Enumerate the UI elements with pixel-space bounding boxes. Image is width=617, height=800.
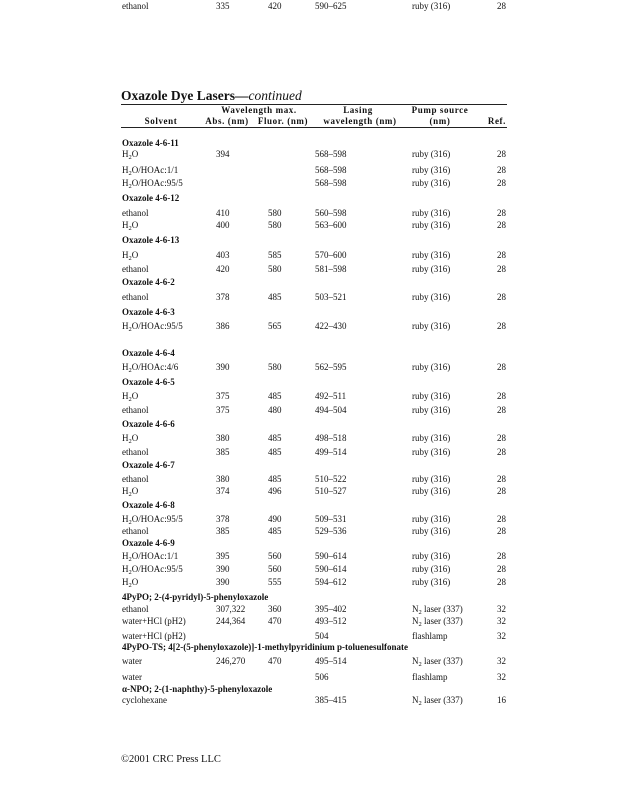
ref-cell: 32 <box>497 672 506 682</box>
group-heading: Oxazole 4-6-12 <box>122 193 180 203</box>
pump-cell: flashlamp <box>412 672 448 682</box>
pump-cell: ruby (316) <box>412 165 451 175</box>
pump-cell: ruby (316) <box>412 149 451 159</box>
table-row <box>121 177 507 189</box>
lasing-cell: 590–614 <box>315 564 347 574</box>
lasing-cell: 510–522 <box>315 474 347 484</box>
group-heading: Oxazole 4-6-7 <box>122 460 175 470</box>
lasing-cell: 499–514 <box>315 447 347 457</box>
ref-cell: 32 <box>497 656 506 666</box>
abs-cell: 394 <box>216 149 230 159</box>
pump-cell: ruby (316) <box>412 220 451 230</box>
pump-cell: ruby (316) <box>412 433 451 443</box>
solvent-cell: $H_2O/HOAc:95/5$ <box>122 514 183 526</box>
fluor-cell: 485 <box>268 447 282 457</box>
pump-cell: $N_2$ laser (337) <box>412 656 463 668</box>
ref-cell: 32 <box>497 631 506 641</box>
pump-cell: ruby (316) <box>412 447 451 457</box>
ref-cell: 28 <box>497 178 506 188</box>
header-lasing-wavelength: wavelength (nm) <box>323 116 397 126</box>
ref-cell: 28 <box>497 405 506 415</box>
fluor-cell: 565 <box>268 321 282 331</box>
abs-cell: 380 <box>216 433 230 443</box>
pump-cell: $N_2$ laser (337) <box>412 616 463 628</box>
pump-cell: ruby (316) <box>412 1 451 11</box>
page-title: Oxazole Dye Lasers—continued <box>121 88 302 103</box>
table-row <box>121 148 507 160</box>
ref-cell: 28 <box>497 250 506 260</box>
solvent-cell: $H_2O$ <box>122 391 139 403</box>
ref-cell: 28 <box>497 208 506 218</box>
solvent-cell: $H_2O$ <box>122 149 139 161</box>
ref-cell: 28 <box>497 551 506 561</box>
solvent-cell: ethanol <box>122 474 149 484</box>
ref-cell: 28 <box>497 474 506 484</box>
lasing-cell: 529–536 <box>315 526 347 536</box>
group-heading: Oxazole 4-6-8 <box>122 500 175 510</box>
fluor-cell: 580 <box>268 220 282 230</box>
abs-cell: 307,322 <box>216 604 246 614</box>
pump-cell: ruby (316) <box>412 292 451 302</box>
table-row <box>121 404 507 416</box>
fluor-cell: 580 <box>268 208 282 218</box>
ref-cell: 28 <box>497 165 506 175</box>
lasing-cell: 510–527 <box>315 486 347 496</box>
lasing-cell: 492–511 <box>315 391 347 401</box>
group-heading: 4PyPO-TS; 4[2-(5-phenyloxazole)]-1-methylpyridinium p-toluenesulfonate <box>122 642 408 652</box>
group-heading: Oxazole 4-6-2 <box>122 277 175 287</box>
solvent-cell: cyclohexane <box>122 695 167 705</box>
ref-cell: 28 <box>497 526 506 536</box>
solvent-cell: ethanol <box>122 447 149 457</box>
lasing-cell: 495–514 <box>315 656 347 666</box>
ref-cell: 28 <box>497 447 506 457</box>
ref-cell: 28 <box>497 577 506 587</box>
abs-cell: 374 <box>216 486 230 496</box>
header-lasing: Lasing <box>343 105 373 115</box>
abs-cell: 375 <box>216 405 230 415</box>
pump-cell: ruby (316) <box>412 178 451 188</box>
fluor-cell: 485 <box>268 433 282 443</box>
ref-cell: 28 <box>497 292 506 302</box>
lasing-cell: 395–402 <box>315 604 347 614</box>
solvent-cell: $H_2O$ <box>122 577 139 589</box>
ref-cell: 28 <box>497 564 506 574</box>
pump-cell: $N_2$ laser (337) <box>412 695 463 707</box>
lasing-cell: 562–595 <box>315 362 347 372</box>
fluor-cell: 580 <box>268 264 282 274</box>
header-pump-source: Pump source <box>411 105 469 115</box>
pump-cell: ruby (316) <box>412 551 451 561</box>
group-heading: Oxazole 4-6-6 <box>122 419 175 429</box>
table-row <box>121 164 507 176</box>
lasing-cell: 581–598 <box>315 264 347 274</box>
fluor-cell: 490 <box>268 514 282 524</box>
pump-cell: ruby (316) <box>412 405 451 415</box>
header-pump-unit: (nm) <box>429 116 451 126</box>
table-row <box>121 576 507 588</box>
header-fluor: Fluor. (nm) <box>257 116 309 126</box>
lasing-cell: 568–598 <box>315 165 347 175</box>
table-row <box>121 513 507 525</box>
solvent-cell: $H_2O$ <box>122 250 139 262</box>
solvent-cell: water <box>122 672 142 682</box>
table-row <box>121 320 507 332</box>
header-ref: Ref. <box>487 116 506 126</box>
solvent-cell: ethanol <box>122 264 149 274</box>
table-row <box>121 207 507 219</box>
solvent-cell: ethanol <box>122 526 149 536</box>
table-row <box>121 563 507 575</box>
fluor-cell: 485 <box>268 292 282 302</box>
lasing-cell: 590–614 <box>315 551 347 561</box>
solvent-cell: water+HCl (pH2) <box>122 616 186 626</box>
abs-cell: 378 <box>216 514 230 524</box>
lasing-cell: 590–625 <box>315 1 347 11</box>
abs-cell: 400 <box>216 220 230 230</box>
lasing-cell: 568–598 <box>315 149 347 159</box>
solvent-cell: ethanol <box>122 208 149 218</box>
lasing-cell: 568–598 <box>315 178 347 188</box>
abs-cell: 395 <box>216 551 230 561</box>
abs-cell: 385 <box>216 447 230 457</box>
abs-cell: 410 <box>216 208 230 218</box>
ref-cell: 28 <box>497 220 506 230</box>
abs-cell: 386 <box>216 321 230 331</box>
abs-cell: 335 <box>216 1 230 11</box>
ref-cell: 16 <box>497 695 506 705</box>
table-row <box>121 655 507 667</box>
solvent-cell: $H_2O/HOAc:95/5$ <box>122 178 183 190</box>
pump-cell: ruby (316) <box>412 362 451 372</box>
fluor-cell: 585 <box>268 250 282 260</box>
lasing-cell: 494–504 <box>315 405 347 415</box>
solvent-cell: $H_2O$ <box>122 433 139 445</box>
solvent-cell: $H_2O$ <box>122 220 139 232</box>
solvent-cell: $H_2O/HOAc:1/1$ <box>122 551 179 563</box>
fluor-cell: 560 <box>268 564 282 574</box>
pump-cell: ruby (316) <box>412 208 451 218</box>
abs-cell: 403 <box>216 250 230 260</box>
table-row <box>121 263 507 275</box>
lasing-cell: 509–531 <box>315 514 347 524</box>
group-heading: Oxazole 4-6-4 <box>122 348 175 358</box>
fluor-cell: 485 <box>268 526 282 536</box>
fluor-cell: 480 <box>268 405 282 415</box>
pump-cell: ruby (316) <box>412 250 451 260</box>
pump-cell: flashlamp <box>412 631 448 641</box>
ref-cell: 28 <box>497 433 506 443</box>
pump-cell: ruby (316) <box>412 264 451 274</box>
solvent-cell: ethanol <box>122 1 149 11</box>
abs-cell: 390 <box>216 564 230 574</box>
table-row <box>121 249 507 261</box>
ref-cell: 28 <box>497 486 506 496</box>
table-row <box>121 694 507 706</box>
header-solvent: Solvent <box>144 116 178 126</box>
solvent-cell: $H_2O/HOAc:95/5$ <box>122 321 183 333</box>
solvent-cell: water+HCl (pH2) <box>122 631 186 641</box>
pump-cell: ruby (316) <box>412 391 451 401</box>
group-heading: Oxazole 4-6-5 <box>122 377 175 387</box>
table-row <box>121 473 507 485</box>
solvent-cell: ethanol <box>122 292 149 302</box>
abs-cell: 390 <box>216 362 230 372</box>
solvent-cell: ethanol <box>122 604 149 614</box>
ref-cell: 28 <box>497 391 506 401</box>
table-row <box>121 671 507 683</box>
solvent-cell: $H_2O$ <box>122 486 139 498</box>
fluor-cell: 420 <box>268 1 282 11</box>
pump-cell: ruby (316) <box>412 321 451 331</box>
pump-cell: ruby (316) <box>412 486 451 496</box>
pump-cell: ruby (316) <box>412 474 451 484</box>
group-heading: α-NPO; 2-(1-naphthy)-5-phenyloxazole <box>122 684 273 694</box>
lasing-cell: 422–430 <box>315 321 347 331</box>
fluor-cell: 360 <box>268 604 282 614</box>
lasing-cell: 506 <box>315 672 329 682</box>
abs-cell: 385 <box>216 526 230 536</box>
table-row <box>121 603 507 615</box>
header-rule <box>121 127 507 128</box>
lasing-cell: 498–518 <box>315 433 347 443</box>
group-heading: 4PyPO; 2-(4-pyridyl)-5-phenyloxazole <box>122 592 269 602</box>
lasing-cell: 560–598 <box>315 208 347 218</box>
pump-cell: ruby (316) <box>412 526 451 536</box>
table-row <box>121 291 507 303</box>
fluor-cell: 580 <box>268 362 282 372</box>
table-row <box>121 219 507 231</box>
table-row <box>121 525 507 537</box>
table-row <box>121 0 507 12</box>
lasing-cell: 594–612 <box>315 577 347 587</box>
ref-cell: 28 <box>497 1 506 11</box>
lasing-cell: 563–600 <box>315 220 347 230</box>
abs-cell: 380 <box>216 474 230 484</box>
solvent-cell: $H_2O/HOAc:4/6$ <box>122 362 179 374</box>
ref-cell: 28 <box>497 514 506 524</box>
solvent-cell: water <box>122 656 142 666</box>
fluor-cell: 485 <box>268 474 282 484</box>
ref-cell: 32 <box>497 604 506 614</box>
fluor-cell: 485 <box>268 391 282 401</box>
ref-cell: 28 <box>497 149 506 159</box>
abs-cell: 244,364 <box>216 616 246 626</box>
table-row <box>121 432 507 444</box>
solvent-cell: $H_2O/HOAc:1/1$ <box>122 165 179 177</box>
table-row <box>121 361 507 373</box>
table-row <box>121 446 507 458</box>
header-abs: Abs. (nm) <box>205 116 249 126</box>
ref-cell: 28 <box>497 264 506 274</box>
ref-cell: 32 <box>497 616 506 626</box>
abs-cell: 390 <box>216 577 230 587</box>
lasing-cell: 503–521 <box>315 292 347 302</box>
ref-cell: 28 <box>497 362 506 372</box>
abs-cell: 246,270 <box>216 656 246 666</box>
fluor-cell: 560 <box>268 551 282 561</box>
group-heading: Oxazole 4-6-11 <box>122 138 179 148</box>
ref-cell: 28 <box>497 321 506 331</box>
fluor-cell: 555 <box>268 577 282 587</box>
table-row <box>121 390 507 402</box>
group-heading: Oxazole 4-6-13 <box>122 235 180 245</box>
copyright-footer: ©2001 CRC Press LLC <box>121 754 221 765</box>
lasing-cell: 570–600 <box>315 250 347 260</box>
table-row <box>121 550 507 562</box>
pump-cell: $N_2$ laser (337) <box>412 604 463 616</box>
pump-cell: ruby (316) <box>412 564 451 574</box>
abs-cell: 378 <box>216 292 230 302</box>
fluor-cell: 470 <box>268 656 282 666</box>
abs-cell: 375 <box>216 391 230 401</box>
group-heading: Oxazole 4-6-9 <box>122 538 175 548</box>
header-wavelength-max: Wavelength max. <box>221 105 297 115</box>
pump-cell: ruby (316) <box>412 514 451 524</box>
group-heading: Oxazole 4-6-3 <box>122 307 175 317</box>
lasing-cell: 385–415 <box>315 695 347 705</box>
lasing-cell: 504 <box>315 631 329 641</box>
fluor-cell: 470 <box>268 616 282 626</box>
fluor-cell: 496 <box>268 486 282 496</box>
table-row <box>121 615 507 627</box>
abs-cell: 420 <box>216 264 230 274</box>
table-row <box>121 485 507 497</box>
pump-cell: ruby (316) <box>412 577 451 587</box>
lasing-cell: 493–512 <box>315 616 347 626</box>
solvent-cell: ethanol <box>122 405 149 415</box>
solvent-cell: $H_2O/HOAc:95/5$ <box>122 564 183 576</box>
